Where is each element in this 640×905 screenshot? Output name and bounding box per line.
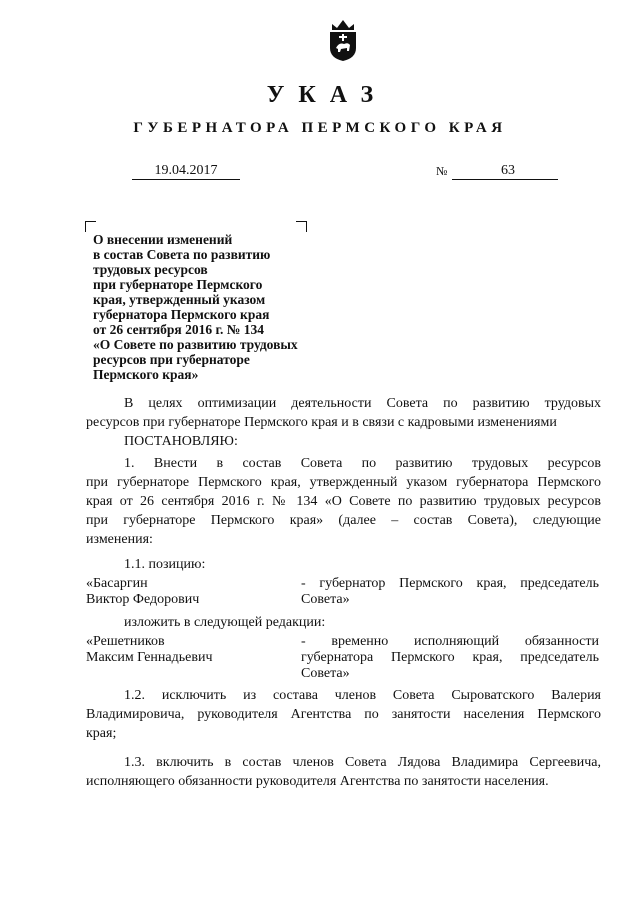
heading-line: Пермского края» [93,367,199,382]
old-person-role-2: Совета» [301,592,350,607]
old-person-role-1: - губернатор Пермского края, председатель [301,576,599,591]
intro-line-1: В целях оптимизации деятельности Совета по развитию трудовых [124,396,601,411]
perm-krai-coat-of-arms-icon [327,18,359,62]
item-1-3-line-2: исполняющего обязанности руководителя Агентства по занятости населения. [86,774,549,789]
item-1-2-line-2: Владимировича, руководителя Агентства по занятости населения Пермского [86,707,601,722]
heading-corner-right [296,221,307,232]
new-person-role-2: губернатора Пермского края, председатель [301,650,599,665]
decree-number: 63 [501,163,515,178]
item1-line-2: при губернаторе Пермского края, утвержденный указом губернатора Пермского [86,475,601,490]
heading-line: губернатора Пермского края [93,307,270,322]
new-person-surname: «Решетников [86,634,165,649]
decree-resolve: ПОСТАНОВЛЯЮ: [124,434,238,449]
item1-line-3: края от 26 сентября 2016 г. № 134 «О Совете по развитию трудовых ресурсов [86,494,601,509]
restate-line: изложить в следующей редакции: [124,615,326,630]
decree-date: 19.04.2017 [132,162,240,180]
old-person-name: Виктор Федорович [86,592,200,607]
heading-line: при губернаторе Пермского [93,277,263,292]
heading-line: края, утвержденный указом [93,292,266,307]
item1-line-5: изменения: [86,532,153,547]
new-person-role-3: Совета» [301,666,350,681]
new-person-role-1: - временно исполняющий обязанности [301,634,599,649]
old-person-surname: «Басаргин [86,576,148,591]
item1-line-1: 1. Внести в состав Совета по развитию трудовых ресурсов [124,456,601,471]
item-1-1: 1.1. позицию: [124,557,206,572]
item-1-2-line-3: края; [86,726,117,741]
decree-heading [93,232,333,382]
intro-line-2: ресурсов при губернаторе Пермского края и в связи с кадровыми изменениями [86,415,557,430]
item-1-2-line-1: 1.2. исключить из состава членов Совета Сыроватского Валерия [124,688,601,703]
heading-corner-left [85,221,96,232]
item-1-3-line-1: 1.3. включить в состав членов Совета Лядова Владимира Сергеевича, [124,755,601,770]
item1-line-4: при губернаторе Пермского края» (далее – состав Совета), следующие [86,513,601,528]
heading-line: от 26 сентября 2016 г. № 134 [93,322,264,337]
heading-line: трудовых ресурсов [93,262,208,277]
number-label: № [436,164,448,178]
heading-line: «О Совете по развитию трудовых [93,337,298,352]
heading-line: О внесении изменений [93,232,233,247]
document-title: УКАЗ [266,82,388,108]
heading-line: ресурсов при губернаторе [93,352,250,367]
new-person-name: Максим Геннадьевич [86,650,213,665]
decree-number-field [452,162,558,180]
heading-line: в состав Совета по развитию [93,247,271,262]
issuer-title: ГУБЕРНАТОРА ПЕРМСКОГО КРАЯ [133,120,507,136]
